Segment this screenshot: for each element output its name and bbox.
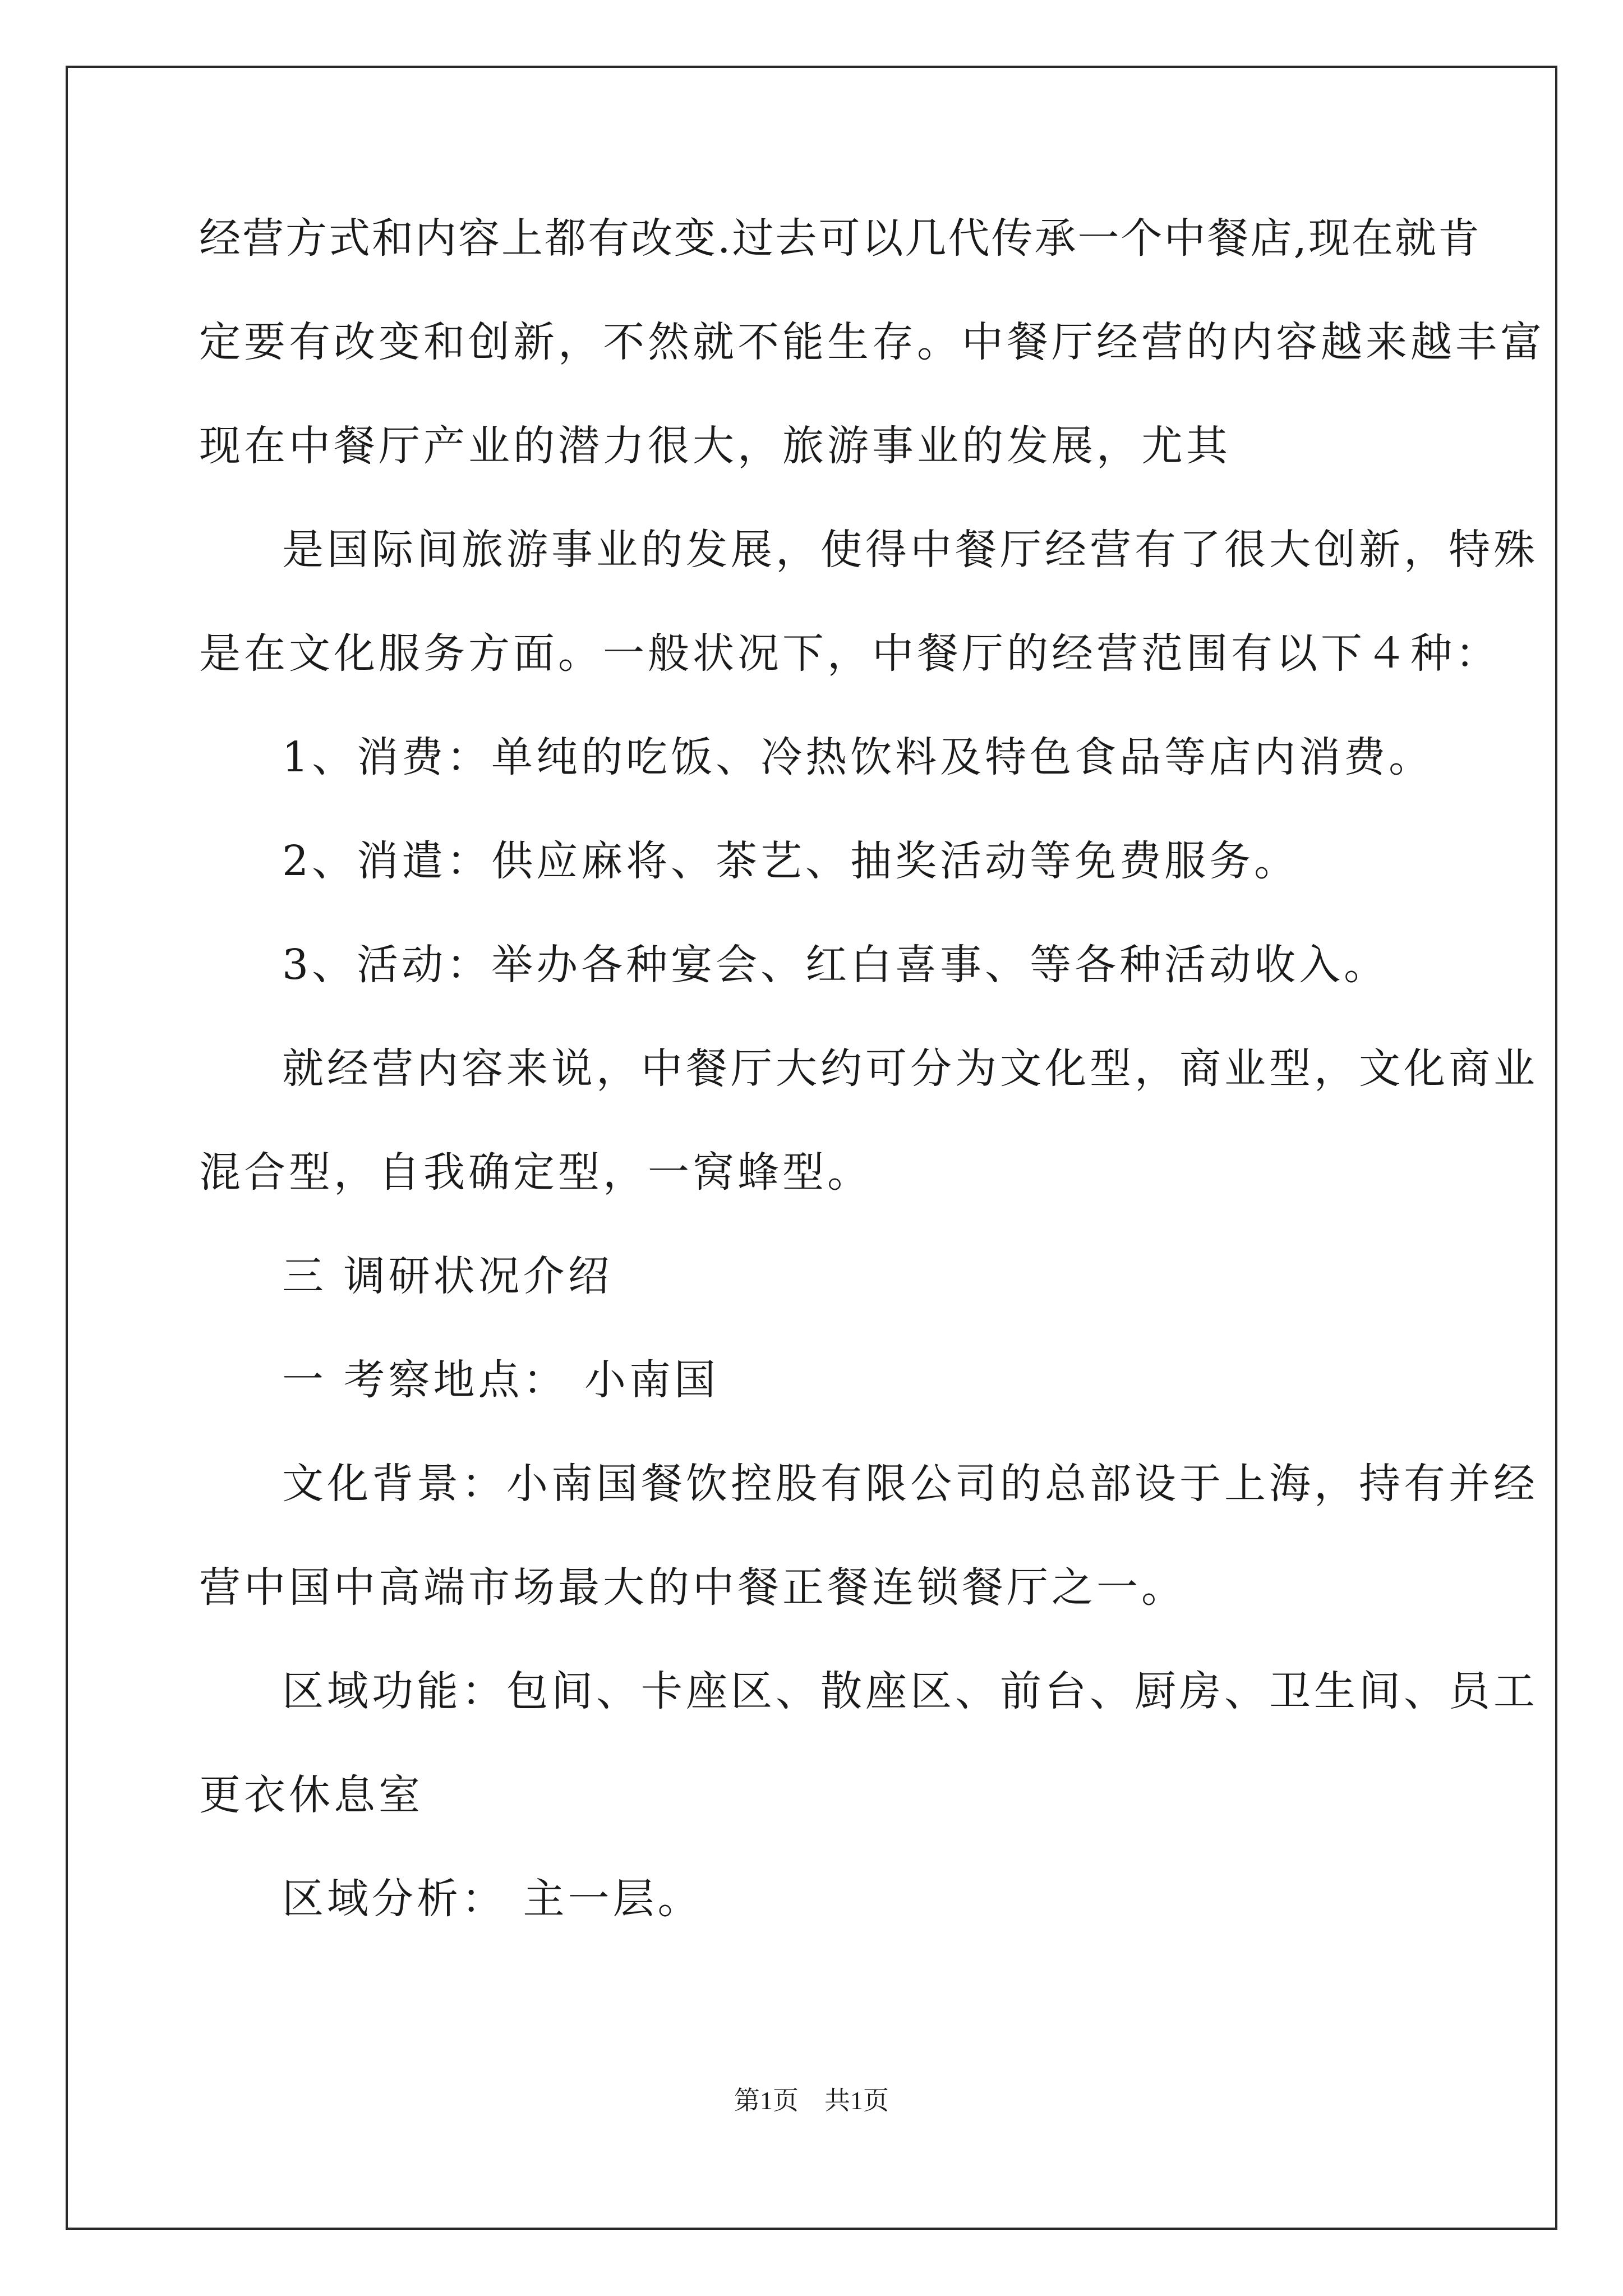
list-item-1: 1、消费：单纯的吃饭、冷热饮料及特色食品等店内消费。 [282,733,1434,781]
list-item-2: 2、消遣：供应麻将、茶艺、抽奖活动等免费服务。 [282,837,1299,885]
text-line-15: 区域功能：包间、卡座区、散座区、前台、厨房、卫生间、员工 [282,1667,1538,1715]
list-item-3: 3、活动：举办各种宴会、红白喜事、等各种活动收入。 [282,941,1389,989]
text-line-5: 是在文化服务方面。一般状况下，中餐厅的经营范围有以下４种： [199,629,1500,678]
text-line-4: 是国际间旅游事业的发展，使得中餐厅经营有了很大创新，特殊 [282,526,1538,574]
text-line-3: 现在中餐厅产业的潜力很大，旅游事业的发展，尤其 [199,422,1231,470]
text-line-1: 经营方式和内容上都有改变.过去可以几代传承一个中餐店,现在就肯 [199,214,1482,263]
text-line-14: 营中国中高端市场最大的中餐正餐连锁餐厅之一。 [199,1563,1186,1612]
text-line-9: 就经营内容来说，中餐厅大约可分为文化型，商业型，文化商业 [282,1045,1538,1093]
text-line-16: 更衣休息室 [199,1771,423,1819]
text-line-17: 区域分析： 主一层。 [282,1875,703,1923]
section-heading: 三 调研状况介绍 [282,1252,613,1300]
page-number-footer: 第1页 共1页 [734,2086,889,2115]
text-line-2: 定要有改变和创新，不然就不能生存。中餐厅经营的内容越来越丰富 [199,318,1545,366]
subsection-heading: 一 考察地点： 小南国 [282,1356,720,1404]
text-line-10: 混合型，自我确定型，一窝蜂型。 [199,1148,872,1197]
text-line-13: 文化背景：小南国餐饮控股有限公司的总部设于上海，持有并经 [282,1460,1538,1508]
